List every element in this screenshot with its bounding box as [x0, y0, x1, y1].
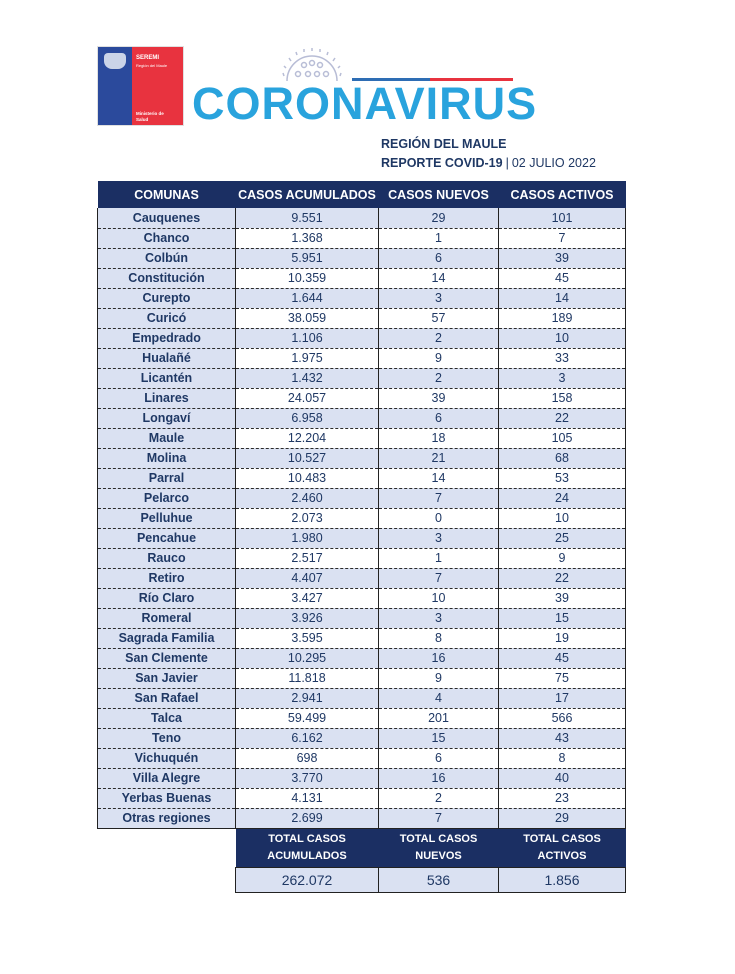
seremi-logo: [97, 46, 184, 126]
table-row: [98, 528, 626, 548]
activos-cell: 33: [499, 348, 626, 368]
nuevos-cell: 39: [379, 388, 499, 408]
table-row: [98, 548, 626, 568]
nuevos-cell: 14: [379, 468, 499, 488]
comuna-cell: San Clemente: [98, 648, 236, 668]
nuevos-cell: 6: [379, 748, 499, 768]
acumulados-cell: 4.407: [236, 568, 379, 588]
column-header-activos: CASOS ACTIVOS: [499, 181, 626, 208]
table-row: [98, 388, 626, 408]
table-row: [98, 248, 626, 268]
nuevos-cell: 9: [379, 348, 499, 368]
comuna-cell: Río Claro: [98, 588, 236, 608]
comuna-cell: Vichuquén: [98, 748, 236, 768]
comuna-cell: Villa Alegre: [98, 768, 236, 788]
nuevos-cell: 2: [379, 788, 499, 808]
activos-cell: 25: [499, 528, 626, 548]
table-row: [98, 668, 626, 688]
activos-cell: 9: [499, 548, 626, 568]
activos-cell: 189: [499, 308, 626, 328]
coat-of-arms-icon: [104, 53, 126, 69]
comuna-cell: Pelluhue: [98, 508, 236, 528]
table-row: [98, 208, 626, 228]
total-nuevos-label: TOTAL CASOS NUEVOS: [379, 829, 499, 867]
comuna-cell: Parral: [98, 468, 236, 488]
comuna-cell: Sagrada Familia: [98, 628, 236, 648]
comuna-cell: Curicó: [98, 308, 236, 328]
table-row: [98, 288, 626, 308]
activos-cell: 7: [499, 228, 626, 248]
acumulados-cell: 6.162: [236, 728, 379, 748]
activos-cell: 53: [499, 468, 626, 488]
nuevos-cell: 16: [379, 648, 499, 668]
column-header-nuevos: CASOS NUEVOS: [379, 181, 499, 208]
nuevos-cell: 201: [379, 708, 499, 728]
activos-cell: 40: [499, 768, 626, 788]
logo-blue-panel: [98, 47, 132, 125]
table-row: [98, 488, 626, 508]
logo-region: Región del Maule: [136, 63, 168, 68]
table-row: [98, 768, 626, 788]
table-row: [98, 368, 626, 388]
acumulados-cell: 2.941: [236, 688, 379, 708]
nuevos-cell: 9: [379, 668, 499, 688]
acumulados-cell: 10.527: [236, 448, 379, 468]
activos-cell: 10: [499, 328, 626, 348]
nuevos-cell: 4: [379, 688, 499, 708]
acumulados-cell: 4.131: [236, 788, 379, 808]
nuevos-cell: 7: [379, 568, 499, 588]
table-row: [98, 348, 626, 368]
comuna-cell: Linares: [98, 388, 236, 408]
totals-value-row: [236, 867, 626, 892]
acumulados-cell: 10.295: [236, 648, 379, 668]
nuevos-cell: 3: [379, 608, 499, 628]
activos-cell: 75: [499, 668, 626, 688]
comuna-cell: Yerbas Buenas: [98, 788, 236, 808]
comuna-cell: Chanco: [98, 228, 236, 248]
comuna-cell: Talca: [98, 708, 236, 728]
activos-cell: 39: [499, 588, 626, 608]
table-row: [98, 788, 626, 808]
comuna-cell: Constitución: [98, 268, 236, 288]
logo-seremi: SEREMI: [136, 55, 160, 61]
acumulados-cell: 38.059: [236, 308, 379, 328]
activos-cell: 17: [499, 688, 626, 708]
activos-cell: 14: [499, 288, 626, 308]
acumulados-cell: 3.770: [236, 768, 379, 788]
acumulados-cell: 12.204: [236, 428, 379, 448]
page-title: CORONAVIRUS: [192, 78, 538, 129]
report-label: REPORTE COVID-19: [381, 156, 503, 170]
nuevos-cell: 29: [379, 208, 499, 228]
comuna-cell: Romeral: [98, 608, 236, 628]
nuevos-cell: 2: [379, 328, 499, 348]
acumulados-cell: 2.517: [236, 548, 379, 568]
comuna-cell: Licantén: [98, 368, 236, 388]
table-row: [98, 508, 626, 528]
acumulados-cell: 2.460: [236, 488, 379, 508]
total-acumulados-label: TOTAL CASOS ACUMULADOS: [236, 829, 379, 867]
comuna-cell: Maule: [98, 428, 236, 448]
table-row: [98, 568, 626, 588]
report-line: [381, 153, 596, 173]
column-header-acumulados: CASOS ACUMULADOS: [236, 181, 379, 208]
table-row: [98, 268, 626, 288]
logo-ministry: Ministerio de Salud: [136, 111, 164, 122]
region-label: REGIÓN DEL MAULE: [381, 137, 507, 151]
nuevos-cell: 3: [379, 528, 499, 548]
acumulados-cell: 10.483: [236, 468, 379, 488]
acumulados-cell: 24.057: [236, 388, 379, 408]
nuevos-cell: 8: [379, 628, 499, 648]
virus-icon: [282, 48, 342, 82]
total-activos-label: TOTAL CASOS ACTIVOS: [499, 829, 626, 867]
activos-cell: 23: [499, 788, 626, 808]
acumulados-cell: 11.818: [236, 668, 379, 688]
activos-cell: 68: [499, 448, 626, 468]
acumulados-cell: 1.980: [236, 528, 379, 548]
totals-table: [235, 829, 626, 893]
activos-cell: 39: [499, 248, 626, 268]
comuna-cell: Pelarco: [98, 488, 236, 508]
acumulados-cell: 6.958: [236, 408, 379, 428]
acumulados-cell: 1.106: [236, 328, 379, 348]
activos-cell: 22: [499, 408, 626, 428]
table-row: [98, 408, 626, 428]
comuna-cell: Molina: [98, 448, 236, 468]
nuevos-cell: 21: [379, 448, 499, 468]
comuna-cell: Rauco: [98, 548, 236, 568]
comuna-cell: San Javier: [98, 668, 236, 688]
nuevos-cell: 0: [379, 508, 499, 528]
acumulados-cell: 1.368: [236, 228, 379, 248]
activos-cell: 566: [499, 708, 626, 728]
table-row: [98, 648, 626, 668]
comuna-cell: Colbún: [98, 248, 236, 268]
activos-cell: 8: [499, 748, 626, 768]
nuevos-cell: 6: [379, 248, 499, 268]
activos-cell: 22: [499, 568, 626, 588]
activos-cell: 45: [499, 268, 626, 288]
logo-red-panel: [132, 47, 183, 125]
total-acumulados-value: 262.072: [236, 867, 379, 892]
table-row: [98, 708, 626, 728]
comuna-cell: Cauquenes: [98, 208, 236, 228]
table-row: [98, 468, 626, 488]
acumulados-cell: 2.699: [236, 808, 379, 828]
table-header-row: [98, 181, 626, 208]
comuna-cell: Hualañé: [98, 348, 236, 368]
total-nuevos-value: 536: [379, 867, 499, 892]
cases-table: [97, 181, 626, 829]
acumulados-cell: 59.499: [236, 708, 379, 728]
acumulados-cell: 3.427: [236, 588, 379, 608]
comuna-cell: San Rafael: [98, 688, 236, 708]
table-row: [98, 588, 626, 608]
activos-cell: 3: [499, 368, 626, 388]
nuevos-cell: 15: [379, 728, 499, 748]
table-row: [98, 748, 626, 768]
comuna-cell: Retiro: [98, 568, 236, 588]
table-row: [98, 328, 626, 348]
activos-cell: 45: [499, 648, 626, 668]
acumulados-cell: 698: [236, 748, 379, 768]
comuna-cell: Otras regiones: [98, 808, 236, 828]
nuevos-cell: 1: [379, 228, 499, 248]
activos-cell: 158: [499, 388, 626, 408]
totals-header-row: [236, 829, 626, 867]
acumulados-cell: 10.359: [236, 268, 379, 288]
table-row: [98, 428, 626, 448]
comuna-cell: Longaví: [98, 408, 236, 428]
nuevos-cell: 2: [379, 368, 499, 388]
nuevos-cell: 3: [379, 288, 499, 308]
nuevos-cell: 10: [379, 588, 499, 608]
acumulados-cell: 2.073: [236, 508, 379, 528]
acumulados-cell: 1.432: [236, 368, 379, 388]
acumulados-cell: 1.644: [236, 288, 379, 308]
activos-cell: 29: [499, 808, 626, 828]
nuevos-cell: 57: [379, 308, 499, 328]
comuna-cell: Teno: [98, 728, 236, 748]
column-header-comunas: COMUNAS: [98, 181, 236, 208]
comuna-cell: Pencahue: [98, 528, 236, 548]
report-date: 02 JULIO 2022: [511, 156, 596, 170]
activos-cell: 19: [499, 628, 626, 648]
acumulados-cell: 3.926: [236, 608, 379, 628]
comuna-cell: Curepto: [98, 288, 236, 308]
activos-cell: 10: [499, 508, 626, 528]
table-row: [98, 728, 626, 748]
acumulados-cell: 3.595: [236, 628, 379, 648]
nuevos-cell: 1: [379, 548, 499, 568]
acumulados-cell: 1.975: [236, 348, 379, 368]
nuevos-cell: 6: [379, 408, 499, 428]
activos-cell: 15: [499, 608, 626, 628]
separator: |: [505, 156, 509, 170]
table-row: [98, 448, 626, 468]
table-row: [98, 228, 626, 248]
table-row: [98, 688, 626, 708]
nuevos-cell: 18: [379, 428, 499, 448]
comuna-cell: Empedrado: [98, 328, 236, 348]
acumulados-cell: 9.551: [236, 208, 379, 228]
nuevos-cell: 16: [379, 768, 499, 788]
activos-cell: 101: [499, 208, 626, 228]
acumulados-cell: 5.951: [236, 248, 379, 268]
table-row: [98, 608, 626, 628]
activos-cell: 43: [499, 728, 626, 748]
nuevos-cell: 7: [379, 488, 499, 508]
nuevos-cell: 14: [379, 268, 499, 288]
activos-cell: 24: [499, 488, 626, 508]
total-activos-value: 1.856: [499, 867, 626, 892]
table-row: [98, 628, 626, 648]
nuevos-cell: 7: [379, 808, 499, 828]
table-row: [98, 808, 626, 828]
table-row: [98, 308, 626, 328]
activos-cell: 105: [499, 428, 626, 448]
